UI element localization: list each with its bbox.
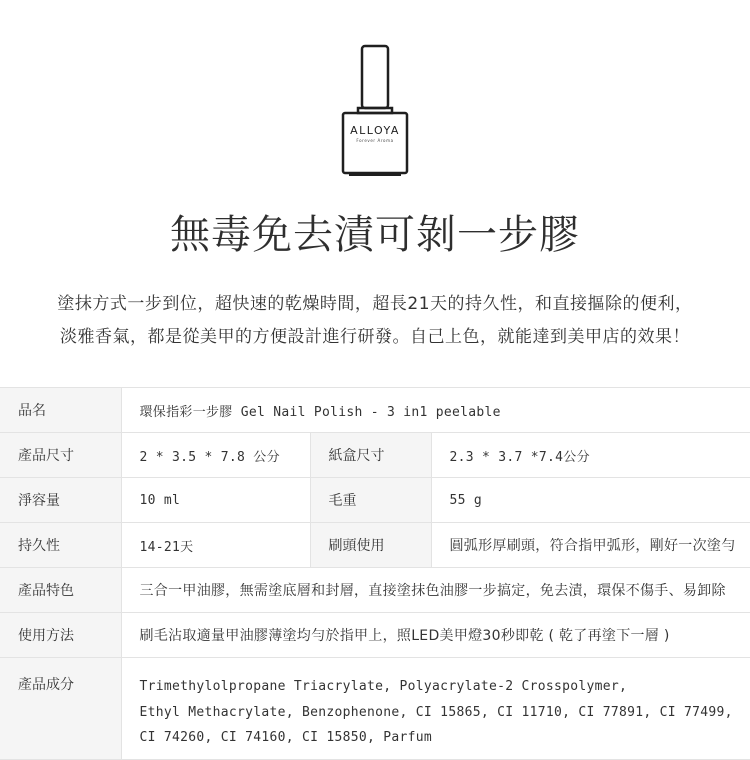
nail-polish-bottle-logo <box>341 44 409 178</box>
description-line: 塗抹方式一步到位，超快速的乾燥時間，超長21天的持久性，和直接摳除的便利， <box>57 294 693 314</box>
spec-value: 10 ml <box>121 478 310 523</box>
spec-row-size <box>0 433 750 478</box>
brand-tagline: Forever Aroma <box>356 138 394 143</box>
spec-value: 圓弧形厚刷頭，符合指甲弧形，剛好一次塗勻 <box>431 523 750 568</box>
brand-logo-text: ALLOYA <box>350 124 400 137</box>
spec-value: 55 g <box>431 478 750 523</box>
spec-label: 毛重 <box>310 478 431 523</box>
spec-label: 產品成分 <box>0 658 121 760</box>
spec-label: 品名 <box>0 388 121 433</box>
spec-row-name <box>0 388 750 433</box>
spec-row-ingredients <box>0 658 750 760</box>
spec-table <box>0 387 750 760</box>
spec-label: 紙盒尺寸 <box>310 433 431 478</box>
spec-value: 刷毛沾取適量甲油膠薄塗均勻於指甲上，照LED美甲燈30秒即乾 ( 乾了再塗下一層 ) <box>121 613 750 658</box>
ingredient-line: Ethyl Methacrylate, Benzophenone, CI 15865, CI 11710, CI 77891, CI 77499, <box>139 704 733 720</box>
product-title: 無毒免去漬可剝一步膠 <box>170 212 580 258</box>
ingredient-line: CI 74260, CI 74160, CI 15850, Parfum <box>139 730 433 745</box>
spec-label: 刷頭使用 <box>310 523 431 568</box>
spec-value: 2 * 3.5 * 7.8 公分 <box>121 433 310 478</box>
spec-value: 14-21天 <box>121 523 310 568</box>
product-description <box>0 288 750 354</box>
spec-value: 三合一甲油膠，無需塗底層和封層，直接塗抹色油膠一步搞定，免去漬，環保不傷手、易卸除 <box>121 568 750 613</box>
spec-label: 產品尺寸 <box>0 433 121 478</box>
spec-value: 環保指彩一步膠 Gel Nail Polish - 3 in1 peelable <box>121 388 750 433</box>
spec-label: 產品特色 <box>0 568 121 613</box>
spec-label: 淨容量 <box>0 478 121 523</box>
spec-value: 2.3 * 3.7 *7.4公分 <box>431 433 750 478</box>
spec-value-ingredients <box>121 658 750 760</box>
spec-row-durability <box>0 523 750 568</box>
ingredient-line: Trimethylolpropane Triacrylate, Polyacrylate-2 Crosspolymer, <box>139 679 628 694</box>
spec-label: 持久性 <box>0 523 121 568</box>
spec-row-usage <box>0 613 750 658</box>
spec-row-volume <box>0 478 750 523</box>
description-line: 淡雅香氣，都是從美甲的方便設計進行研發。自己上色，就能達到美甲店的效果！ <box>60 327 690 347</box>
spec-label: 使用方法 <box>0 613 121 658</box>
spec-row-features <box>0 568 750 613</box>
